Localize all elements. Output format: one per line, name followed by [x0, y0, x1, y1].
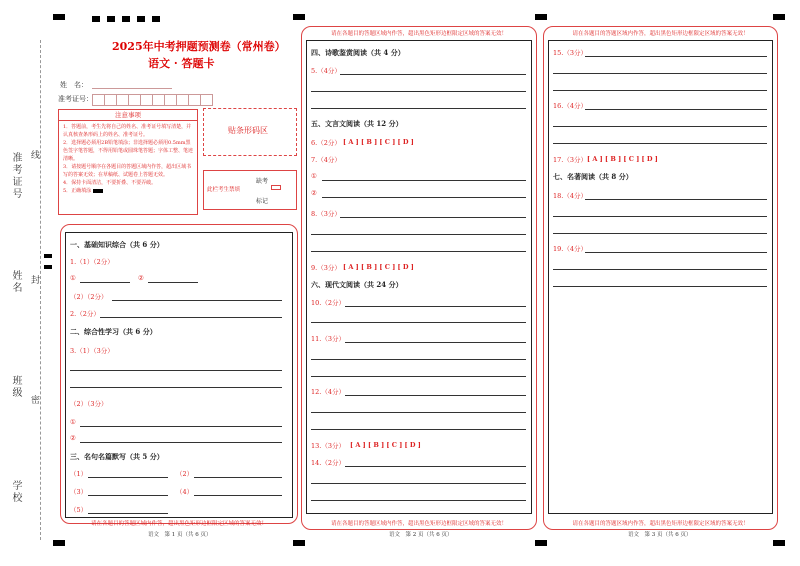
note-item: 3．请按题号顺序在各题目的答题区域内作答，超出区域书写的答案无效；在草稿纸、试题卷上答题无效。 [63, 164, 192, 178]
answer-line[interactable] [311, 322, 526, 323]
answer-line[interactable] [311, 234, 526, 235]
binding-line [40, 40, 41, 540]
name-field[interactable] [92, 88, 172, 89]
answer-line[interactable] [70, 370, 282, 371]
question-3: 3.（1）（3分） [70, 347, 114, 355]
note-item: 2．选择题必须用2B铅笔填涂；非选择题必须用0.5mm黑色签字笔答题，不得用铅笔或圆珠笔答题；字体工整、笔迹清晰。 [63, 140, 194, 162]
question-3-c: ① [70, 418, 76, 426]
page3-answer-box [548, 40, 773, 514]
answer-line[interactable] [322, 197, 526, 198]
question-17: 17.（3分） [553, 156, 587, 164]
question-7-a: ① [311, 172, 317, 180]
registration-mark [535, 14, 547, 20]
filled-sample [93, 189, 103, 193]
note-item: 4．保持卡面清洁，不要折叠、不要弄破。 [63, 180, 157, 186]
registration-mark [137, 16, 145, 22]
note-item: 1．答题前，考生先将自己的姓名、准考证号填写清楚，并认真核查条形码上的姓名、准考证号。 [63, 124, 192, 138]
registration-mark [53, 14, 65, 20]
answer-line[interactable] [322, 180, 526, 181]
section-6-title: 六、现代文阅读（共 24 分） [311, 280, 403, 289]
answer-line[interactable] [345, 342, 526, 343]
answer-line[interactable] [553, 286, 767, 287]
question-6-options[interactable]: [ A ] [ B ] [ C ] [ D ] [343, 138, 414, 146]
page-footer: 语文 第 2 页（共 6 页） [389, 532, 453, 538]
question-10: 10.（2分） [311, 299, 345, 307]
section-4-title: 四、诗歌鉴赏阅读（共 4 分） [311, 48, 405, 57]
question-3-d: ② [70, 434, 76, 442]
answer-line[interactable] [70, 387, 282, 388]
question-5: 5.（4分） [311, 67, 341, 75]
answer-line[interactable] [194, 495, 282, 496]
question-11: 11.（3分） [311, 335, 345, 343]
registration-mark [122, 16, 130, 22]
question-7-b: ② [311, 189, 317, 197]
blank-5: （5） [70, 506, 88, 514]
notice-text: 请在各题目的答题区域内作答，超出黑色矩形边框限定区域的答案无效！ [330, 521, 507, 527]
page-footer: 语文 第 1 页（共 6 页） [148, 532, 212, 538]
question-1-a: ① [70, 274, 76, 282]
side-id-label: 准考证号 [10, 152, 21, 200]
answer-line[interactable] [311, 251, 526, 252]
question-6: 6.（2分） [311, 139, 341, 147]
question-1: 1.（1）（2分） [70, 258, 114, 266]
question-16: 16.（4分） [553, 102, 587, 110]
section-5-title: 五、文言文阅读（共 12 分） [311, 119, 403, 128]
answer-line[interactable] [345, 395, 526, 396]
registration-mark [44, 254, 52, 258]
side-secret-label: 密 [29, 395, 39, 406]
answer-line[interactable] [311, 429, 526, 430]
answer-line[interactable] [345, 466, 526, 467]
section-1-title: 一、基础知识综合（共 6 分） [70, 240, 164, 249]
question-8: 8.（3分） [311, 210, 341, 218]
question-17-options[interactable]: [ A ] [ B ] [ C ] [ D ] [587, 155, 658, 163]
answer-line[interactable] [88, 495, 168, 496]
answer-line[interactable] [585, 252, 767, 253]
section-2-title: 二、综合性学习（共 6 分） [70, 327, 157, 336]
answer-line[interactable] [553, 90, 767, 91]
absent-mark-2: 标记 [256, 198, 269, 205]
answer-line[interactable] [585, 56, 767, 57]
notice-text: 请在各题目的答题区域内作答，超出黑色矩形边框限定区域的答案无效！ [572, 31, 749, 37]
registration-mark [53, 540, 65, 546]
answer-line[interactable] [311, 376, 526, 377]
question-3-b: （2）（3分） [70, 400, 108, 408]
registration-mark [152, 16, 160, 22]
exam-title: 2025年中考押题预测卷（常州卷） [112, 40, 286, 53]
registration-mark [92, 16, 100, 22]
registration-mark [535, 540, 547, 546]
section-3-title: 三、名句名篇默写（共 5 分） [70, 452, 164, 461]
answer-line[interactable] [311, 91, 526, 92]
answer-line[interactable] [553, 143, 767, 144]
side-school-label: 学校 [10, 480, 21, 504]
answer-line[interactable] [553, 216, 767, 217]
answer-line[interactable] [100, 317, 282, 318]
absent-checkbox[interactable] [271, 185, 281, 190]
notice-text: 请在各题目的答题区域内作答，超出黑色矩形边框限定区域的答案无效！ [330, 31, 507, 37]
absent-mark-1: 缺考 [256, 178, 269, 185]
question-13: 13.（3分） [311, 442, 345, 450]
question-1-c: （2）（2分） [70, 293, 108, 301]
answer-line[interactable] [345, 306, 526, 307]
page-footer: 语文 第 3 页（共 6 页） [628, 532, 692, 538]
answer-line[interactable] [311, 412, 526, 413]
answer-line[interactable] [80, 442, 282, 443]
notice-text: 请在各题目的答题区域内作答，超出黑色矩形边框限定区域的答案无效！ [90, 521, 267, 527]
answer-line[interactable] [553, 269, 767, 270]
question-14: 14.（2分） [311, 459, 345, 467]
question-9-options[interactable]: [ A ] [ B ] [ C ] [ D ] [343, 263, 414, 271]
exam-subtitle: 语文 · 答题卡 [148, 57, 215, 70]
side-line-label: 线 [29, 150, 39, 161]
section-7-title: 七、名著阅读（共 8 分） [553, 172, 633, 181]
answer-line[interactable] [553, 233, 767, 234]
question-7: 7.（4分） [311, 156, 341, 164]
answer-line[interactable] [88, 477, 168, 478]
registration-mark [773, 14, 785, 20]
answer-line[interactable] [553, 126, 767, 127]
answer-line[interactable] [80, 282, 130, 283]
notice-text: 请在各题目的答题区域内作答，超出黑色矩形边框限定区域的答案无效！ [572, 521, 749, 527]
id-label: 准考证号： [58, 95, 93, 103]
answer-line[interactable] [194, 477, 282, 478]
question-2: 2.（2分） [70, 310, 100, 318]
question-13-options[interactable]: [ A ] [ B ] [ C ] [ D ] [350, 441, 421, 449]
absent-label: 此栏考生禁填 [207, 187, 241, 193]
blank-1: （1） [70, 470, 88, 478]
side-class-label: 班级 [10, 375, 21, 399]
question-18: 18.（4分） [553, 192, 587, 200]
answer-line[interactable] [311, 108, 526, 109]
answer-line[interactable] [585, 109, 767, 110]
side-seal-label: 封 [29, 275, 39, 286]
question-15: 15.（3分） [553, 49, 587, 57]
barcode-label: 贴条形码区 [228, 126, 268, 135]
name-label: 姓 名： [60, 81, 88, 89]
answer-line[interactable] [148, 282, 198, 283]
blank-3: （3） [70, 488, 88, 496]
id-boxes[interactable] [92, 91, 212, 110]
question-1-b: ② [138, 274, 144, 282]
registration-mark [107, 16, 115, 22]
answer-line[interactable] [311, 483, 526, 484]
question-19: 19.（4分） [553, 245, 587, 253]
answer-line[interactable] [311, 359, 526, 360]
notes-box [58, 109, 198, 215]
registration-mark [293, 540, 305, 546]
registration-mark [44, 265, 52, 269]
answer-line[interactable] [112, 300, 282, 301]
answer-line[interactable] [340, 74, 526, 75]
registration-mark [293, 14, 305, 20]
notes-title: 注意事项 [59, 110, 197, 121]
registration-mark [773, 540, 785, 546]
answer-line[interactable] [585, 199, 767, 200]
side-name-label: 姓名 [10, 270, 21, 294]
blank-4: （4） [176, 488, 194, 496]
question-9: 9.（3分） [311, 264, 341, 272]
note-item: 5．正确填涂 [63, 188, 92, 194]
question-12: 12.（4分） [311, 388, 345, 396]
answer-line[interactable] [553, 73, 767, 74]
answer-line[interactable] [340, 217, 526, 218]
answer-line[interactable] [80, 426, 282, 427]
answer-line[interactable] [311, 500, 526, 501]
answer-line[interactable] [88, 513, 168, 514]
blank-2: （2） [176, 470, 194, 478]
